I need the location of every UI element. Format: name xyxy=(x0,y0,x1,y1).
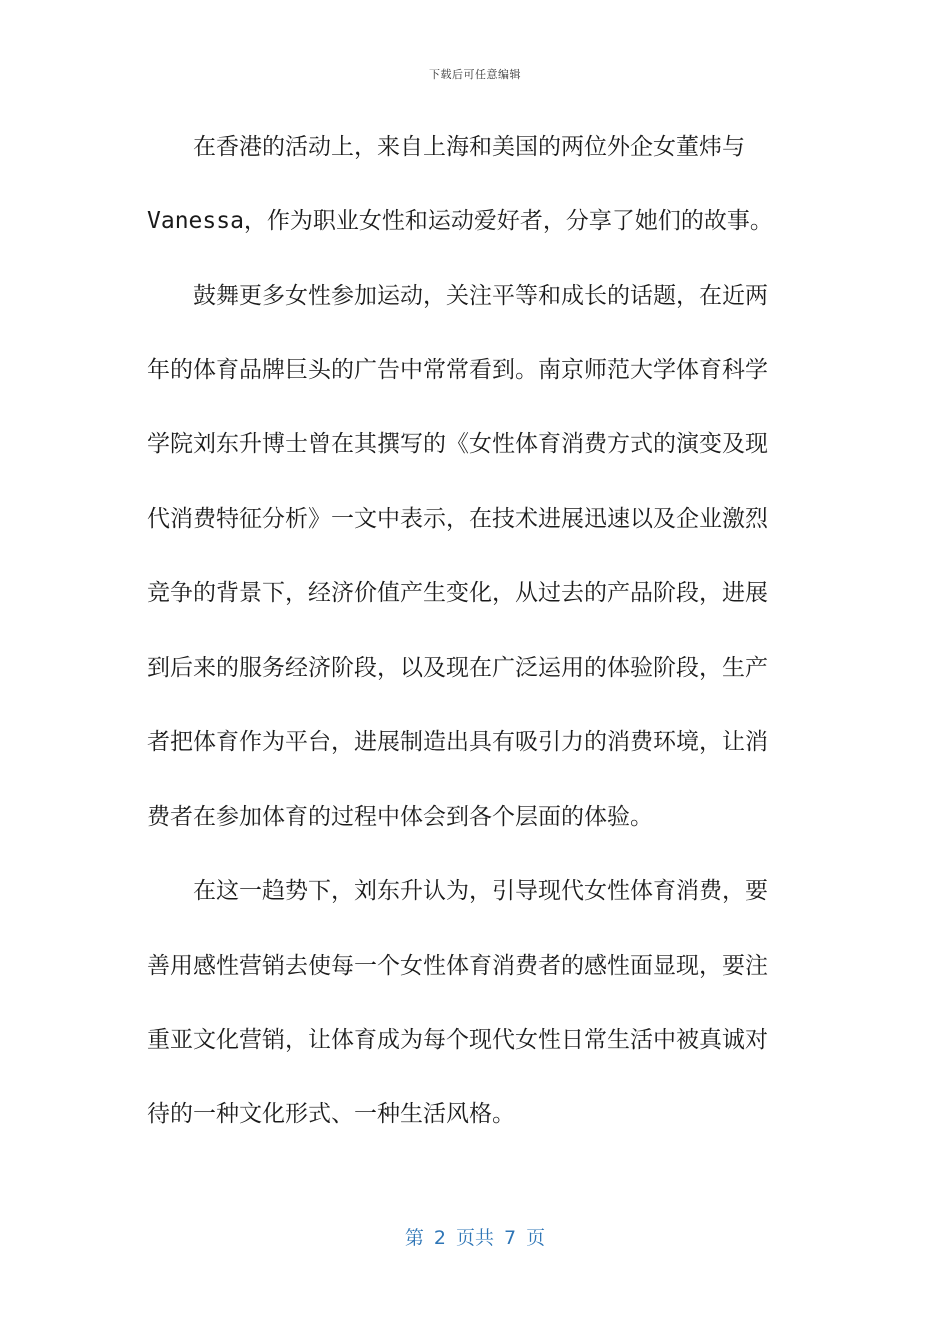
paragraph-2-line-3: 学院刘东升博士曾在其撰写的《女性体育消费方式的演变及现 xyxy=(147,431,768,457)
paragraph-3-line-3: 重亚文化营销，让体育成为每个现代女性日常生活中被真诚对 xyxy=(147,1027,768,1053)
paragraph-1-line-2: Vanessa，作为职业女性和运动爱好者，分享了她们的故事。 xyxy=(147,208,773,234)
page-header: 下载后可任意编辑 xyxy=(429,68,521,81)
paragraph-2-line-2: 年的体育品牌巨头的广告中常常看到。南京师范大学体育科学 xyxy=(147,357,768,383)
paragraph-3-line-2: 善用感性营销去使每一个女性体育消费者的感性面显现，要注 xyxy=(147,953,768,979)
page-label-prefix: 第 xyxy=(404,1227,424,1249)
page-label-mid: 页共 xyxy=(455,1227,494,1249)
paragraph-2-line-6: 到后来的服务经济阶段，以及现在广泛运用的体验阶段，生产 xyxy=(147,655,768,681)
paragraph-3-line-1: 在这一趋势下，刘东升认为，引导现代女性体育消费，要 xyxy=(193,878,768,904)
paragraph-2-line-5: 竞争的背景下，经济价值产生变化，从过去的产品阶段，进展 xyxy=(147,580,768,606)
paragraph-1-line-1: 在香港的活动上，来自上海和美国的两位外企女董炜与 xyxy=(193,134,745,160)
page-footer xyxy=(0,1226,950,1250)
page-number: 2 xyxy=(433,1227,446,1249)
total-pages: 7 xyxy=(504,1227,517,1249)
paragraph-2-line-4: 代消费特征分析》一文中表示，在技术进展迅速以及企业激烈 xyxy=(147,506,768,532)
page-label-suffix: 页 xyxy=(526,1227,546,1249)
paragraph-2-line-1: 鼓舞更多女性参加运动，关注平等和成长的话题，在近两 xyxy=(193,283,768,309)
paragraph-3-line-4: 待的一种文化形式、一种生活风格。 xyxy=(147,1101,515,1127)
paragraph-2-line-8: 费者在参加体育的过程中体会到各个层面的体验。 xyxy=(147,804,653,830)
paragraph-2-line-7: 者把体育作为平台，进展制造出具有吸引力的消费环境，让消 xyxy=(147,729,768,755)
